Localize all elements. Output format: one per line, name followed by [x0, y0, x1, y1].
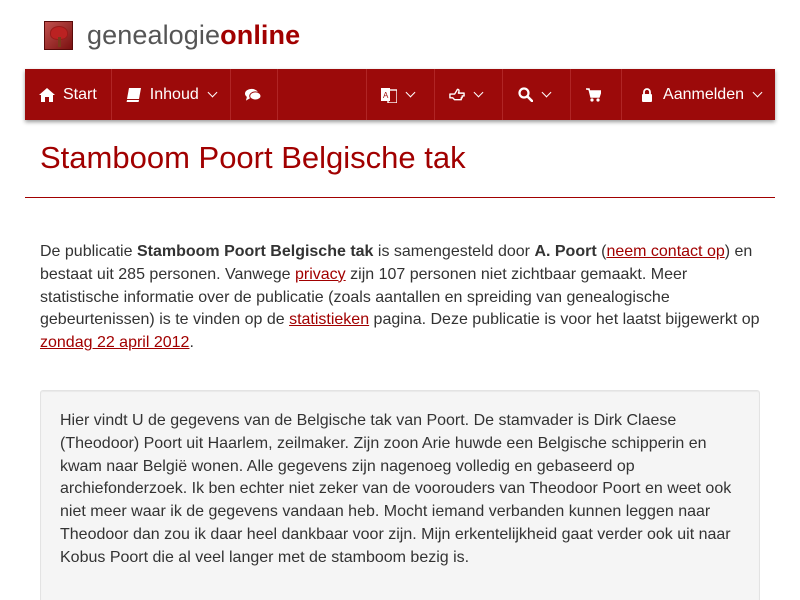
publication-description: Hier vindt U de gegevens van de Belgische tak van Poort. De stamvader is Dirk Claese (Theodoor) Poort uit Haarlem, zeilmaker. Zijn zoon Arie huwde een Belgische schipperin en kwam naar België wonen. Alle gegevens zijn nagenoeg volledig en gebaseerd op archiefonderzoek. Ik ben echter niet zeker van de voorouders van Theodoor Poort en weet ook niet meer waar ik de gegevens vandaan heb. Mocht iemand verbanden kunnen leggen naar Theodoor dan zou ik daar heel dankbaar voor zijn. Mijn erkentelijkheid gaat verder ook uit naar Kobus Poort die al veel langer met de stamboom bezig is. — [60, 412, 732, 566]
nav-search[interactable] — [503, 69, 571, 120]
nav-language[interactable] — [367, 69, 435, 120]
intro-text: ) en bestaat uit 285 personen. Vanwege — [40, 243, 753, 283]
nav-forum[interactable] — [231, 69, 279, 120]
comments-icon — [245, 87, 261, 103]
intro-text: pagina. Deze publicatie is voor het laatst bijgewerkt op — [369, 311, 760, 329]
intro-text: is samengesteld door — [373, 243, 535, 260]
chevron-down-icon — [474, 88, 484, 98]
chevron-down-icon — [753, 88, 763, 98]
publication-name: Stamboom Poort Belgische tak — [136, 243, 374, 260]
intro-text: ( — [596, 243, 607, 260]
nav-cart[interactable] — [571, 69, 622, 120]
home-icon — [39, 87, 55, 103]
intro-text: De publicatie — [40, 243, 137, 260]
logo-text-plain: genealogie — [87, 20, 221, 50]
author-name: A. Poort — [534, 243, 597, 260]
search-icon — [517, 87, 533, 103]
publication-intro — [40, 241, 770, 355]
main-navbar — [25, 69, 775, 120]
shopping-cart-icon — [585, 87, 601, 103]
last-updated-date-link[interactable]: zondag 22 april 2012 — [40, 334, 190, 352]
nav-inhoud[interactable] — [112, 69, 231, 120]
description-well — [40, 390, 760, 600]
page-title: Stamboom Poort Belgische tak — [40, 140, 466, 175]
logo-text — [87, 20, 300, 51]
svg-text:A: A — [382, 90, 389, 100]
nav-login[interactable] — [622, 69, 775, 120]
nav-start[interactable] — [25, 69, 112, 120]
hand-pointer-icon — [449, 87, 465, 103]
tree-logo-icon — [44, 21, 73, 50]
site-logo[interactable] — [44, 20, 300, 51]
contact-link[interactable]: neem contact op — [606, 243, 725, 260]
logo-text-bold: online — [220, 20, 301, 50]
book-icon — [126, 87, 142, 103]
language-icon — [381, 87, 397, 103]
site-header — [0, 0, 800, 69]
chevron-down-icon — [405, 88, 415, 98]
statistics-link[interactable]: statistieken — [289, 311, 370, 329]
intro-text: . — [189, 334, 194, 352]
nav-inhoud-label: Inhoud — [149, 85, 199, 103]
chevron-down-icon — [542, 88, 552, 98]
nav-login-label: Aanmelden — [663, 85, 744, 103]
title-divider — [25, 197, 775, 198]
intro-text: zijn 107 personen niet zichtbaar gemaakt. Meer statistische informatie over de publicatie (zoals aantallen en spreiding van genealogische gebeurtenissen) is te vinden op de — [40, 265, 688, 329]
nav-start-label: Start — [63, 85, 97, 103]
privacy-link[interactable]: privacy — [295, 265, 346, 283]
chevron-down-icon — [207, 88, 217, 98]
nav-actions[interactable] — [435, 69, 503, 120]
lock-icon — [639, 87, 655, 103]
nav-spacer — [278, 69, 366, 120]
